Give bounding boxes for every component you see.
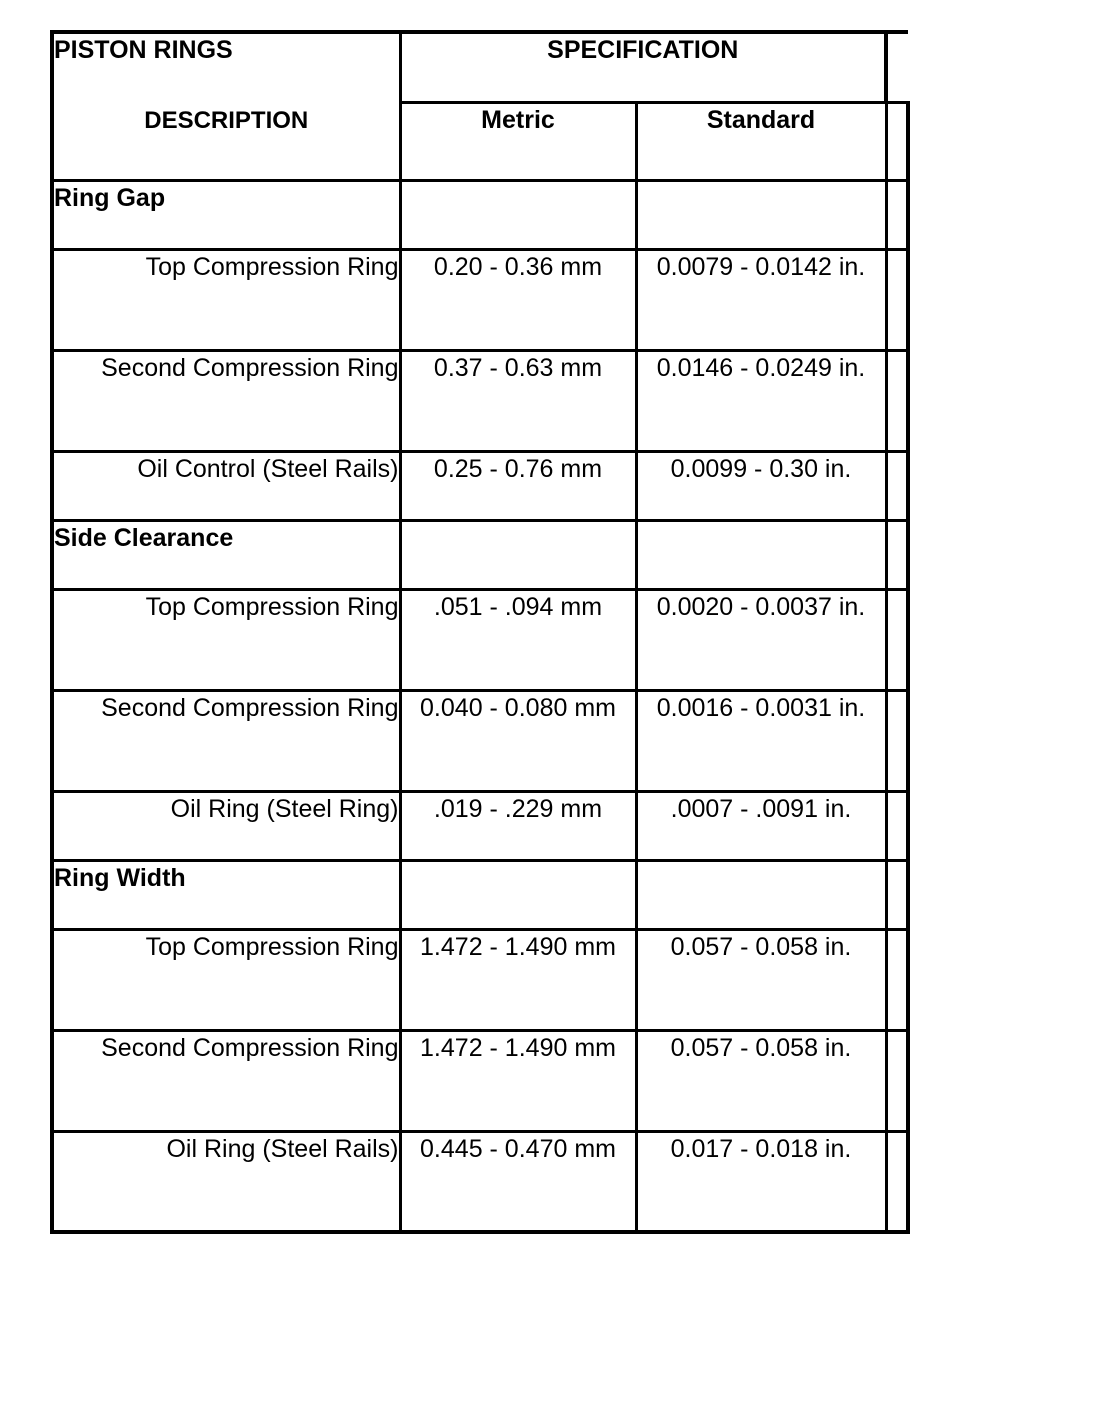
section-label: Ring Gap	[52, 180, 400, 249]
metric-value: 0.20 - 0.36 mm	[400, 249, 636, 350]
table-row	[52, 1030, 908, 1131]
description-header: DESCRIPTION	[144, 107, 309, 134]
standard-value: 0.057 - 0.058 in.	[636, 1030, 886, 1131]
table-row	[52, 249, 908, 350]
standard-value	[636, 860, 886, 929]
stub-cell	[886, 860, 908, 929]
table-row	[52, 589, 908, 690]
section-label: Side Clearance	[52, 520, 400, 589]
table-row	[52, 350, 908, 451]
stub-cell	[886, 249, 908, 350]
metric-value: 0.37 - 0.63 mm	[400, 350, 636, 451]
standard-value: 0.017 - 0.018 in.	[636, 1131, 886, 1232]
metric-value: 0.25 - 0.76 mm	[400, 451, 636, 520]
header-gap-cell	[886, 32, 908, 102]
title-cell	[52, 32, 400, 180]
standard-value: 0.057 - 0.058 in.	[636, 929, 886, 1030]
metric-value	[400, 860, 636, 929]
stub-cell	[886, 180, 908, 249]
item-label: Oil Control (Steel Rails)	[52, 451, 400, 520]
header-row-top	[52, 32, 908, 102]
standard-value: 0.0099 - 0.30 in.	[636, 451, 886, 520]
stub-cell	[886, 929, 908, 1030]
table-row	[52, 451, 908, 520]
stub-cell	[886, 451, 908, 520]
section-row	[52, 860, 908, 929]
stub-cell	[886, 102, 908, 180]
metric-value: .019 - .229 mm	[400, 791, 636, 860]
stub-cell	[886, 690, 908, 791]
metric-value: 1.472 - 1.490 mm	[400, 1030, 636, 1131]
metric-value: .051 - .094 mm	[400, 589, 636, 690]
standard-header: Standard	[636, 102, 886, 180]
standard-value	[636, 520, 886, 589]
stub-cell	[886, 791, 908, 860]
item-label: Top Compression Ring	[52, 589, 400, 690]
stub-cell	[886, 520, 908, 589]
standard-value: 0.0079 - 0.0142 in.	[636, 249, 886, 350]
stub-cell	[886, 1131, 908, 1232]
standard-value: 0.0146 - 0.0249 in.	[636, 350, 886, 451]
specification-header: SPECIFICATION	[400, 32, 886, 102]
item-label: Oil Ring (Steel Ring)	[52, 791, 400, 860]
stub-cell	[886, 350, 908, 451]
metric-header: Metric	[400, 102, 636, 180]
table-row	[52, 690, 908, 791]
table-row	[52, 791, 908, 860]
piston-rings-spec-table	[50, 30, 910, 1234]
metric-value: 0.040 - 0.080 mm	[400, 690, 636, 791]
table-row	[52, 1131, 908, 1232]
metric-value: 1.472 - 1.490 mm	[400, 929, 636, 1030]
standard-value: .0007 - .0091 in.	[636, 791, 886, 860]
stub-cell	[886, 589, 908, 690]
table-title: PISTON RINGS	[54, 36, 233, 64]
item-label: Top Compression Ring	[52, 929, 400, 1030]
metric-value	[400, 180, 636, 249]
standard-value: 0.0016 - 0.0031 in.	[636, 690, 886, 791]
section-label: Ring Width	[52, 860, 400, 929]
stub-cell	[886, 1030, 908, 1131]
metric-value: 0.445 - 0.470 mm	[400, 1131, 636, 1232]
item-label: Second Compression Ring	[52, 690, 400, 791]
item-label: Second Compression Ring	[52, 1030, 400, 1131]
item-label: Top Compression Ring	[52, 249, 400, 350]
item-label: Oil Ring (Steel Rails)	[52, 1131, 400, 1232]
metric-value	[400, 520, 636, 589]
standard-value: 0.0020 - 0.0037 in.	[636, 589, 886, 690]
spec-table-body	[52, 32, 908, 1232]
item-label: Second Compression Ring	[52, 350, 400, 451]
section-row	[52, 180, 908, 249]
table-row	[52, 929, 908, 1030]
section-row	[52, 520, 908, 589]
standard-value	[636, 180, 886, 249]
